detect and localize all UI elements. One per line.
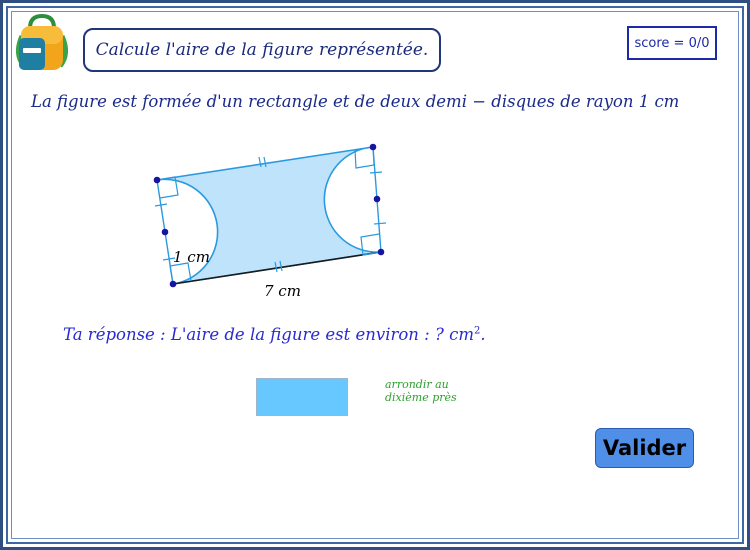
radius-label: 1 cm <box>173 248 210 266</box>
vertex-point <box>170 281 177 288</box>
score-display: score = 0/0 <box>627 26 717 60</box>
answer-prompt-suffix: . <box>480 325 486 344</box>
problem-statement: La figure est formée d'un rectangle et de deux demi − disques de rayon 1 cm <box>31 92 680 111</box>
validate-button[interactable]: Valider <box>595 428 694 468</box>
length-label: 7 cm <box>264 282 301 300</box>
hint-line-2: dixième près <box>385 391 457 404</box>
answer-input[interactable] <box>256 378 348 416</box>
vertex-point <box>154 177 161 184</box>
geometry-figure <box>140 135 400 310</box>
unit-exponent: 2 <box>473 325 481 337</box>
vertex-point <box>370 144 377 151</box>
answer-prompt <box>63 325 583 344</box>
vertex-point <box>378 249 385 256</box>
instruction-box: Calcule l'aire de la figure représentée. <box>83 28 441 72</box>
center-point <box>374 196 381 203</box>
hint-line-1: arrondir au <box>385 378 449 391</box>
rounding-hint <box>385 378 505 404</box>
backpack-icon <box>16 14 68 72</box>
center-point <box>162 229 169 236</box>
answer-prompt-text: Ta réponse : L'aire de la figure est environ : ? cm <box>63 325 474 344</box>
